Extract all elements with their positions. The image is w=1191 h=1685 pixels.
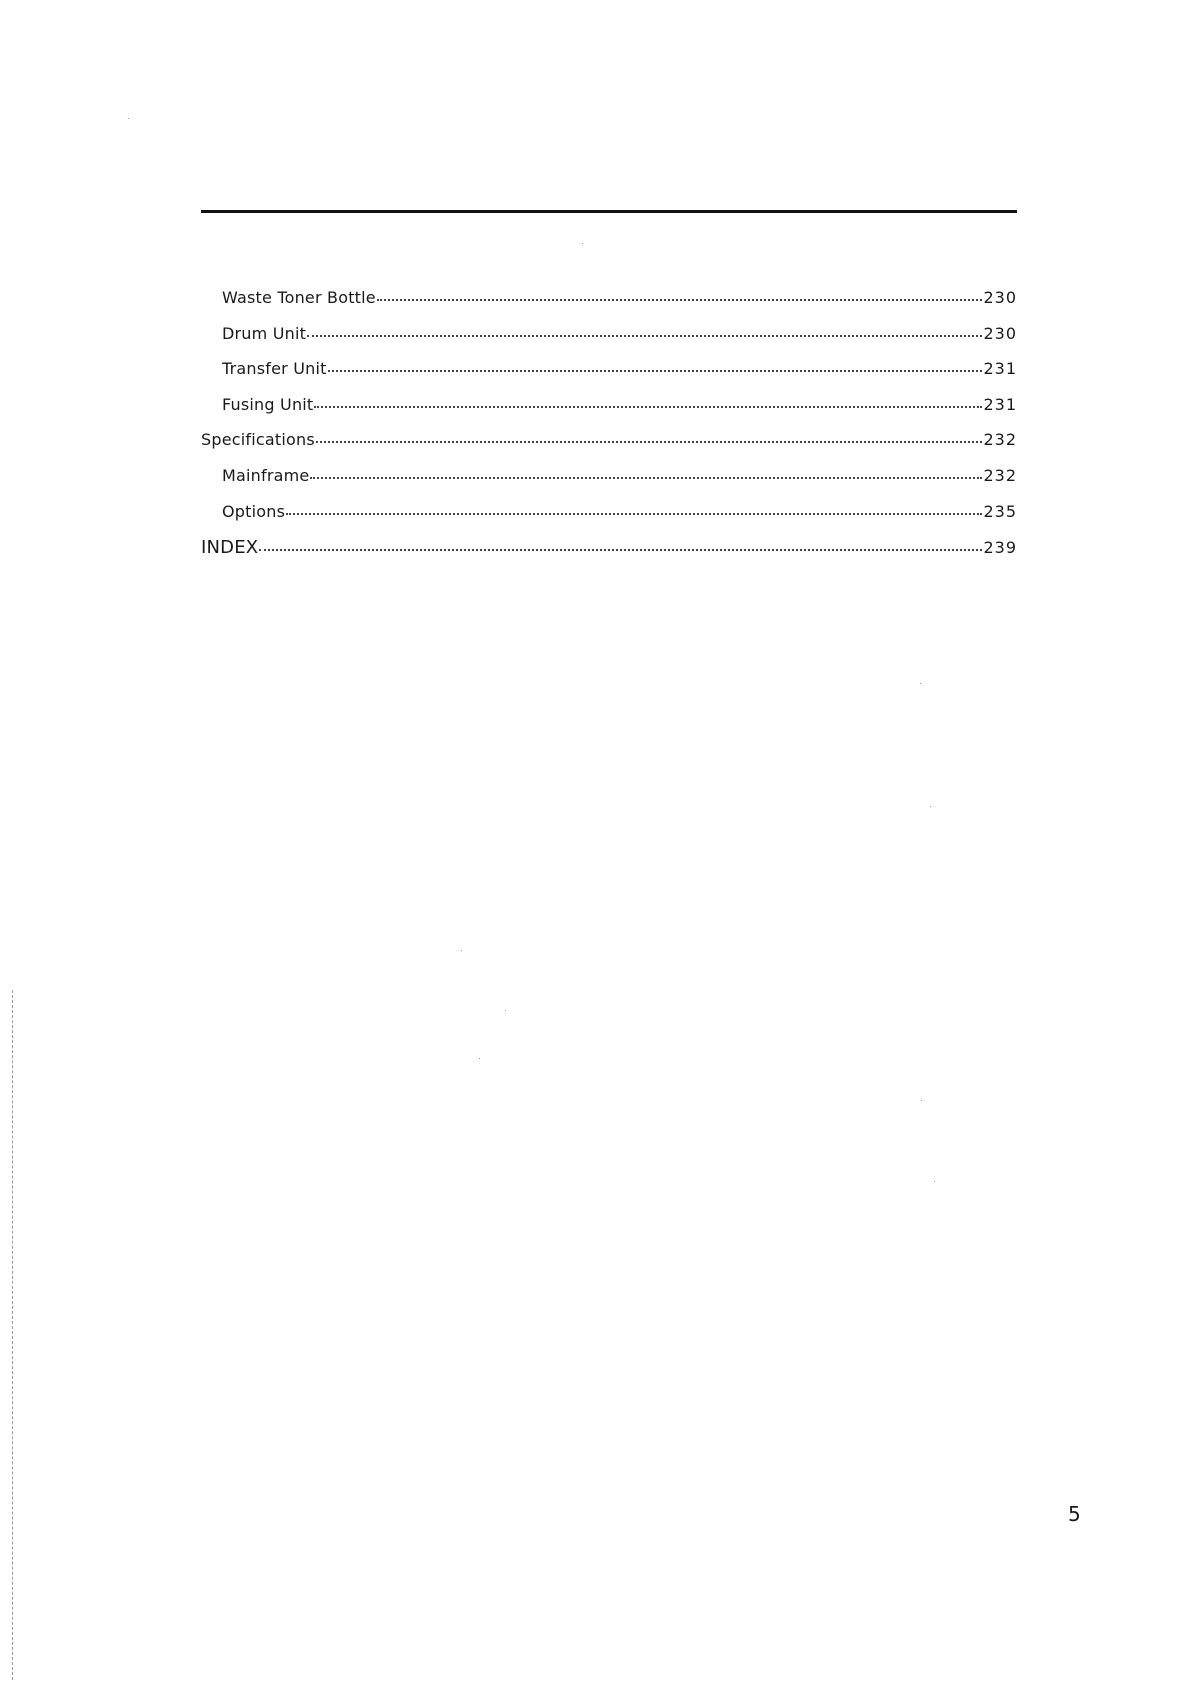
toc-leader-dots xyxy=(259,548,982,551)
scan-speck xyxy=(128,118,129,119)
toc-entry-label: Options xyxy=(222,501,286,521)
toc-entry-page: 231 xyxy=(983,394,1017,414)
toc-entry-label: Fusing Unit xyxy=(222,394,314,414)
scan-speck xyxy=(934,1181,935,1182)
toc-entry-label: Waste Toner Bottle xyxy=(222,288,376,307)
toc-entry-drum-unit[interactable] xyxy=(201,324,1017,360)
scan-edge-line xyxy=(12,990,13,1680)
scan-speck xyxy=(582,243,583,244)
toc-entry-index[interactable] xyxy=(201,537,1017,573)
toc-entry-mainframe[interactable] xyxy=(201,466,1017,502)
header-rule xyxy=(201,210,1017,213)
toc-entry-page: 235 xyxy=(983,501,1017,521)
toc-leader-dots xyxy=(286,512,982,515)
scan-speck xyxy=(505,1010,506,1011)
toc-entry-options[interactable] xyxy=(201,502,1017,538)
toc-entry-label: INDEX xyxy=(201,537,259,559)
toc-leader-dots xyxy=(377,298,983,301)
toc-entry-label: Drum Unit xyxy=(222,323,307,343)
scan-speck xyxy=(479,1058,480,1059)
scan-speck xyxy=(921,1100,922,1101)
toc-entry-transfer-unit[interactable] xyxy=(201,359,1017,395)
toc-entry-waste-toner-bottle[interactable] xyxy=(201,288,1017,324)
scan-speck xyxy=(930,806,931,807)
page-number: 5 xyxy=(1068,1502,1081,1526)
toc-entry-fusing-unit[interactable] xyxy=(201,395,1017,431)
toc-entry-specifications[interactable] xyxy=(201,430,1017,466)
toc-entry-page: 230 xyxy=(983,323,1017,343)
toc-leader-dots xyxy=(316,440,983,443)
toc-entry-page: 230 xyxy=(983,288,1017,307)
toc-leader-dots xyxy=(307,334,982,337)
table-of-contents xyxy=(201,288,1017,573)
toc-entry-page: 232 xyxy=(983,430,1017,450)
toc-entry-label: Specifications xyxy=(201,430,315,450)
toc-entry-page: 231 xyxy=(983,359,1017,379)
toc-leader-dots xyxy=(310,476,982,479)
toc-entry-page: 232 xyxy=(983,465,1017,485)
toc-leader-dots xyxy=(314,405,982,408)
toc-leader-dots xyxy=(328,369,983,372)
scan-speck xyxy=(461,950,462,951)
toc-entry-page: 239 xyxy=(983,538,1017,558)
toc-entry-label: Transfer Unit xyxy=(222,359,327,379)
scan-speck xyxy=(920,683,921,684)
toc-entry-label: Mainframe xyxy=(222,465,310,485)
